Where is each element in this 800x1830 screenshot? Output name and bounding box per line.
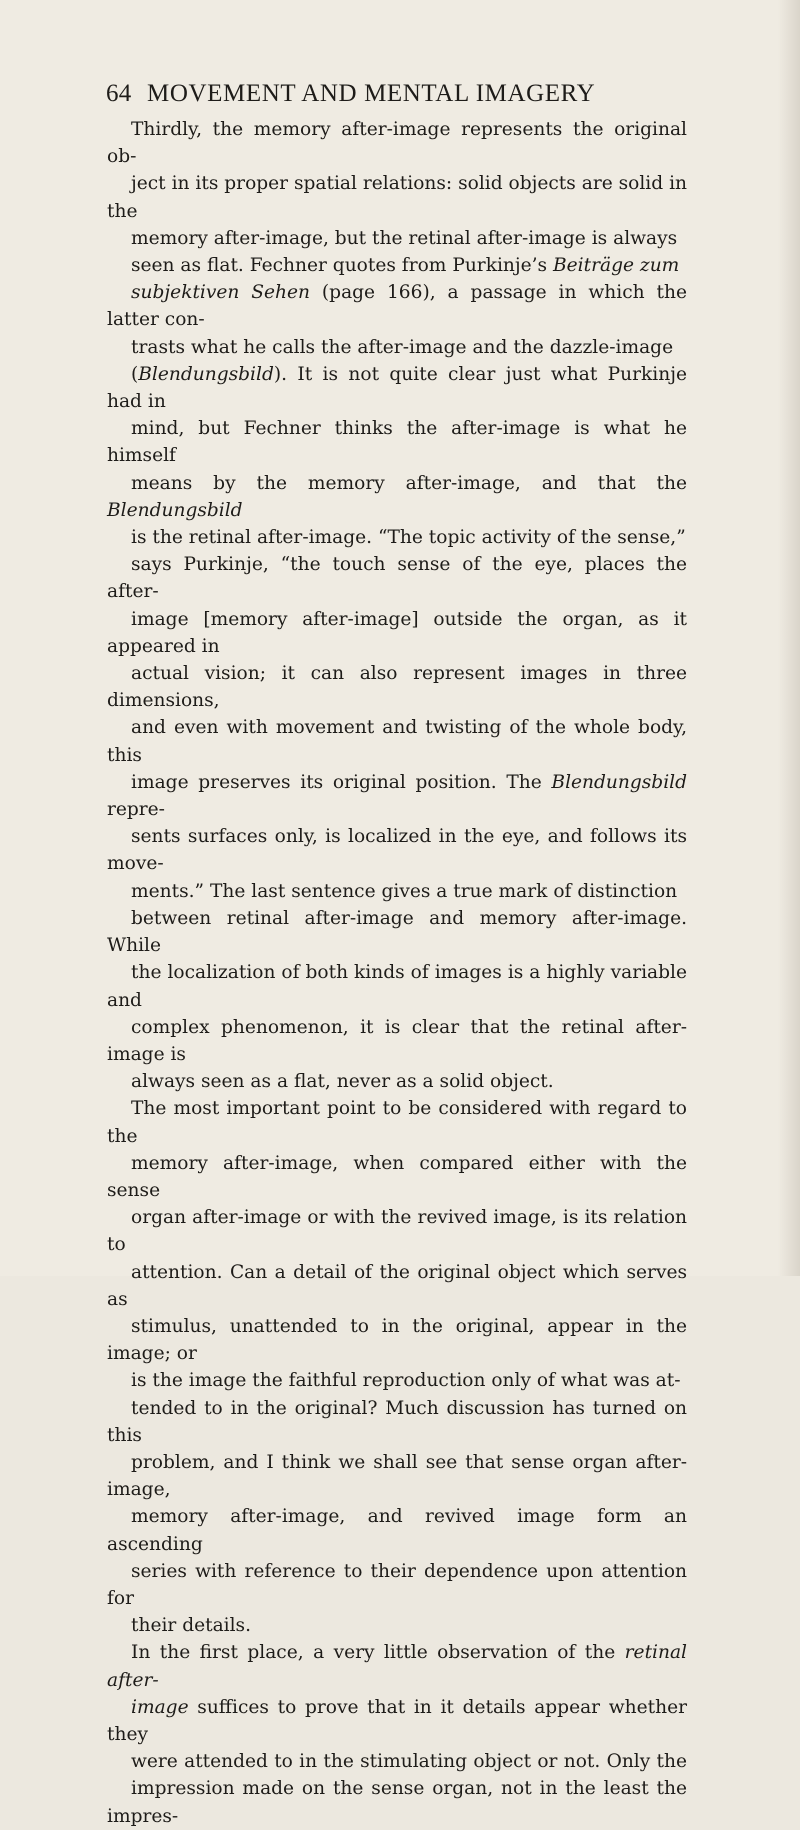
text-line: image preserves its original position. The Blendungsbild repre- [107, 771, 687, 821]
text-line: memory after-image, and revived image form an ascending [107, 1506, 687, 1555]
page-edge-shadow [778, 0, 800, 1276]
text-line: and even with movement and twisting of the whole body, this [107, 717, 687, 766]
text-line: image suffices to prove that in it details appear whether they [107, 1696, 687, 1745]
text-line: is the retinal after-image. “The topic activity of the sense,” [131, 527, 686, 549]
text-line: is the image the faithful reproduction only of what was at- [131, 1370, 681, 1392]
text-line: image [memory after-image] outside the organ, as it appeared in [107, 608, 687, 657]
text-line: seen as flat. Fechner quotes from Purkinje’s Beiträge zum [131, 255, 680, 277]
text-line: tended to in the original? Much discussion has turned on this [107, 1397, 687, 1446]
text-line: problem, and I think we shall see that sense organ after-image, [107, 1451, 687, 1501]
text-line: subjektiven Sehen (page 166), a passage in which the latter con- [107, 282, 687, 331]
text-line: ments.” The last sentence gives a true mark of distinction [131, 880, 678, 902]
text-line: mind, but Fechner thinks the after-image is what he himself [107, 418, 687, 467]
text-line: sents surfaces only, is localized in the eye, and follows its move- [107, 826, 687, 875]
running-header [106, 80, 686, 114]
page-number: 64 [106, 80, 132, 107]
text-line: between retinal after-image and memory after-image. While [107, 907, 687, 957]
text-line: stimulus, unattended to in the original, appear in the image; or [107, 1315, 687, 1365]
text-line: means by the memory after-image, and that the Blendungsbild [107, 472, 687, 521]
text-line: memory after-image, but the retinal after-image is always [131, 227, 678, 249]
text-line: (Blendungsbild). It is not quite clear just what Purkinje had in [107, 363, 687, 413]
text-line: series with reference to their dependence upon attention for [107, 1560, 687, 1609]
text-line: Thirdly, the memory after-image represents the original ob- [107, 119, 687, 168]
running-title: MOVEMENT AND MENTAL IMAGERY [147, 80, 596, 107]
text-line: actual vision; it can also represent images in three dimensions, [107, 663, 687, 712]
text-line: trasts what he calls the after-image and the dazzle-image [131, 336, 674, 358]
text-line: says Purkinje, “the touch sense of the eye, places the after- [107, 554, 687, 603]
text-line: complex phenomenon, it is clear that the retinal after-image is [107, 1016, 687, 1065]
paragraph [107, 1095, 687, 1639]
text-line: always seen as a flat, never as a solid object. [131, 1071, 554, 1093]
text-line: impression made on the sense organ, not in the least the impres- [107, 1778, 687, 1827]
text-line: ject in its proper spatial relations: solid objects are solid in the [107, 173, 687, 222]
text-line: In the first place, a very little observation of the retinal after- [107, 1642, 687, 1691]
body-text [107, 116, 687, 1830]
paragraph [107, 116, 687, 1095]
text-line: organ after-image or with the revived image, is its relation to [107, 1207, 687, 1256]
text-line: The most important point to be considered with regard to the [107, 1098, 687, 1147]
paragraph [107, 1639, 687, 1829]
text-line: their details. [131, 1615, 252, 1637]
text-line: attention. Can a detail of the original object which serves as [107, 1261, 687, 1310]
text-line: the localization of both kinds of images is a highly variable and [107, 962, 687, 1011]
text-line: were attended to in the stimulating object or not. Only the [131, 1751, 687, 1773]
text-line: memory after-image, when compared either with the sense [107, 1152, 687, 1201]
